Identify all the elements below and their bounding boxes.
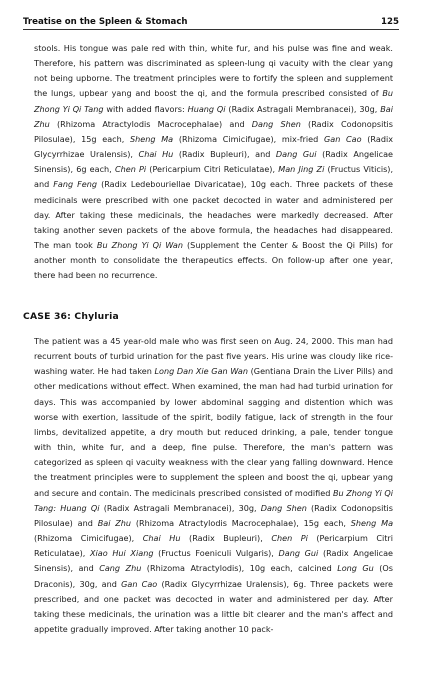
text-run: with added flavors: bbox=[103, 103, 188, 114]
text-run: (Fructus Viticis), and bbox=[34, 164, 394, 190]
case-heading: CASE 36: Chyluria bbox=[23, 311, 119, 322]
italic-term: Sheng Ma bbox=[350, 517, 394, 528]
text-run: (Gentiana Drain the Liver Pills) and other medications without effect. When examined, the man had had turbid urination for days. This was accompanied by lower abdominal sagging and distention which was worse with exertion, lassitude of the spirit, bodily fatigue, lack of strength in the four limbs, devitalized appetite, a dry mouth but reduced drinking, a pale, tender tongue with thin, white fur, and a deep, fine pulse. Therefore, the man's pattern was categorized as spleen qi vacuity weakness with the clear yang falling downward. Hence the treatment principles were to supplement the spleen and boost the qi, upbear yang and secure and contain. The medicinals prescribed consisted of modified bbox=[34, 366, 393, 498]
italic-term: Chen Pi bbox=[114, 164, 147, 175]
text-run: (Radix Glycyrrhizae Uralensis), 6g. Three packets were prescribed, and one packet was decocted in water and administered per day. After taking these medicinals, the urination was a little bit clearer and the man's affect and appetite gradually improved. After taking another 10 pack- bbox=[34, 578, 393, 634]
body-paragraph-1 bbox=[34, 41, 393, 284]
italic-term: Sheng Ma bbox=[130, 133, 174, 144]
text-run: (Radix Codonopsitis Pilosulae), 15g each, bbox=[34, 118, 393, 144]
italic-term: Dang Shen bbox=[260, 502, 307, 513]
body-paragraph-2 bbox=[34, 334, 393, 637]
text-run: (Radix Ledebouriellae Divaricatae), 10g each. Three packets of these medicinals were prescribed with one packet decocted in water and administered per day. After taking these medicinals, the headaches were markedly decreased. After taking another seven packets of the above formula, the headaches had disappeared. The man took bbox=[34, 179, 394, 251]
running-title: Treatise on the Spleen & Stomach bbox=[23, 17, 188, 27]
text-run: The patient was a 45 year-old male who was first seen on Aug. 24, 2000. This man had recurrent bouts of turbid urination for the past five years. His urine was cloudy like rice-washing water. He had taken bbox=[34, 336, 393, 377]
italic-term: Chai Hu bbox=[138, 149, 174, 160]
italic-term: Huang Qi bbox=[187, 103, 226, 114]
italic-term: Bai Zhu bbox=[97, 517, 132, 528]
italic-term: Cang Zhu bbox=[99, 563, 142, 574]
text-run: (Rhizoma Cimicifugae), bbox=[34, 533, 143, 544]
header-rule bbox=[23, 29, 399, 30]
text-run: (Radix Astragali Membranacei), 30g, bbox=[225, 103, 381, 114]
text-run: (Radix Codonopsitis Pilosulae) and bbox=[34, 502, 393, 528]
italic-term: Xiao Hui Xiang bbox=[89, 548, 154, 559]
italic-term: Gan Cao bbox=[121, 578, 158, 589]
text-run: (Os Draconis), 30g, and bbox=[34, 563, 393, 589]
italic-term: Long Dan Xie Gan Wan bbox=[154, 366, 248, 377]
italic-term: Fang Feng bbox=[53, 179, 98, 190]
page-number: 125 bbox=[381, 17, 399, 27]
italic-term: Gan Cao bbox=[323, 133, 362, 144]
italic-term: Dang Gui bbox=[278, 548, 319, 559]
italic-term: Man Jing Zi bbox=[278, 164, 325, 175]
text-run: (Radix Bupleuri), bbox=[180, 533, 272, 544]
italic-term: Dang Gui bbox=[275, 149, 317, 160]
text-run: (Radix Astragali Membranacei), 30g, bbox=[99, 502, 261, 513]
text-run: (Radix Angelicae Sinensis), and bbox=[34, 548, 394, 574]
text-run: (Rhizoma Atractylodis Macrocephalae), 15g each, bbox=[131, 517, 351, 528]
text-run: (Radix Glycyrrhizae Uralensis), bbox=[34, 133, 394, 160]
italic-term: Chen Pi bbox=[271, 533, 308, 544]
italic-term: Dang Shen bbox=[251, 118, 301, 129]
text-run: (Rhizoma Cimicifugae), mix-fried bbox=[173, 133, 324, 144]
text-run: (Rhizoma Atractylodis), 10g each, calcined bbox=[141, 563, 338, 574]
italic-term: Bai Zhu bbox=[34, 103, 394, 129]
italic-term: Long Gu bbox=[337, 563, 374, 574]
text-run: (Pericarpium Citri Reticulatae), bbox=[146, 164, 279, 175]
text-run: (Radix Bupleuri), and bbox=[173, 149, 276, 160]
text-run: (Supplement the Center & Boost the Qi Pills) for another month to consolidate the therapeutics effects. On follow-up after one year, there had been no recurrence. bbox=[34, 240, 393, 281]
text-run: stools. His tongue was pale red with thin, white fur, and his pulse was fine and weak. Therefore, his pattern was discriminated as spleen-lung qi vacuity with the clear yang not being upborne. The treatment principles were to fortify the spleen and supplement the lungs, upbear yang and boost the qi, and the formula prescribed consisted of bbox=[34, 43, 393, 99]
italic-term: Bu Zhong Yi Qi Wan bbox=[96, 240, 183, 251]
text-run: (Radix Angelicae Sinensis), 6g each, bbox=[34, 149, 394, 175]
text-run: (Rhizoma Atractylodis Macrocephalae) and bbox=[49, 118, 252, 129]
text-run: (Pericarpium Citri Reticulatae), bbox=[34, 533, 393, 559]
running-head bbox=[23, 9, 399, 27]
text-run: (Fructus Foeniculi Vulgaris), bbox=[153, 548, 279, 559]
italic-term: Chai Hu bbox=[142, 533, 181, 544]
italic-term: Bu Zhong Yi Qi Tang bbox=[34, 88, 393, 114]
italic-term: Bu Zhong Yi Qi Tang: Huang Qi bbox=[34, 487, 393, 513]
